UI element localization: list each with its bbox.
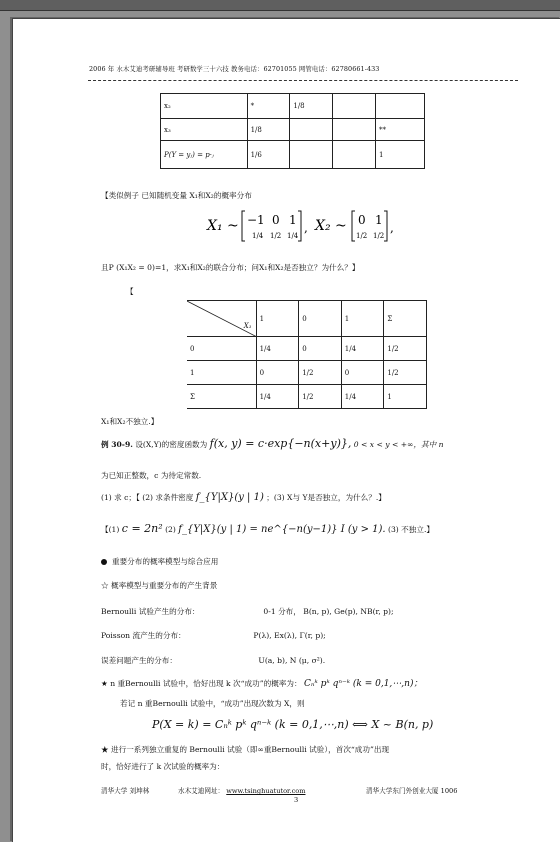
dist-line-right: U(a, b), N (μ, σ²). [258, 656, 326, 665]
row-label: Σ [187, 385, 256, 409]
star1-line1 [101, 676, 422, 689]
table-cell: 1/2 [384, 337, 427, 361]
example-label: 例 30-9. [101, 440, 133, 449]
table-cell: 1/4 [256, 337, 299, 361]
table-cell: 1/2 [384, 361, 427, 385]
section-heading [101, 556, 218, 567]
not-independent-text: X₁和X₂不独立.】 [101, 417, 159, 426]
header-cell: Σ [384, 301, 427, 337]
x2-bottom-1: 1/2 [373, 232, 385, 240]
x2-top-0: 0 [358, 213, 366, 227]
svg-text:,: , [304, 221, 308, 235]
example-line2: 为已知正整数，c 为待定常数. [101, 471, 202, 480]
binomial-formula: P(X = k) = Cₙᵏ pᵏ qⁿ⁻ᵏ (k = 0,1,⋯,n) ⟺ X ~ B(n, p) [152, 718, 434, 731]
table-cell: x₂ [161, 94, 248, 119]
table-cell [375, 94, 424, 119]
answer-part3: (3) 不独立.】 [388, 525, 434, 534]
x1-top-0: −1 [247, 213, 265, 227]
table-cell: 1/4 [256, 385, 299, 409]
example-line3-a: (1) 求 c；【 (2) 求条件密度 [101, 493, 194, 502]
page-number: 3 [294, 796, 299, 804]
table-cell: P(Y = yⱼ) = p·ⱼ [161, 141, 248, 169]
table-cell: 1/6 [247, 141, 290, 169]
example-title: 【类似例子 已知随机变量 X₁和X₂的概率分布 [101, 191, 252, 200]
answer-part2-label: (2) [165, 525, 176, 534]
range-text: 0 < x < y < +∞，其中 n [353, 440, 444, 449]
dist-line-left: 误差问题产生的分布： [101, 656, 177, 665]
table-cell: ** [375, 119, 424, 141]
density-formula: f(x, y) = c·exp{−n(x+y)}, [209, 437, 352, 450]
dist-line-left: Bernoulli 试验产生的分布： [101, 607, 200, 616]
table-cell: 0 [341, 361, 384, 385]
table-cell: 0 [299, 337, 342, 361]
dist-line-poisson [101, 630, 326, 641]
table-cell [333, 119, 376, 141]
distribution-formula [205, 205, 425, 245]
x2-top-1: 1 [375, 213, 383, 227]
joint-distribution-table-partial [160, 93, 425, 169]
answer-f: f_{Y|X}(y | 1) = ne^{−n(y−1)} I (y > 1). [178, 524, 386, 535]
footer-url-label: 水木艾迪网址： [178, 787, 225, 795]
star2-line2: 时，恰好进行了 k 次试验的概率为： [101, 762, 225, 771]
table-cell: 1/8 [247, 119, 290, 141]
x1-bottom-1: 1/2 [270, 232, 282, 240]
x1-bottom-0: 1/4 [252, 232, 264, 240]
dist-line-bernoulli [101, 606, 394, 617]
table-cell: x₃ [161, 119, 248, 141]
star1-text: ★ n 重Bernoulli 试验中，恰好出现 k 次“成功”的概率为： [101, 679, 302, 688]
header-cell: 1 [341, 301, 384, 337]
row-label: 1 [187, 361, 256, 385]
table-cell: 1/2 [299, 361, 342, 385]
row-label: 0 [187, 337, 256, 361]
footer-url-link[interactable]: www.tsinghuatutor.com [226, 787, 306, 795]
joint-distribution-table [187, 300, 427, 409]
bracket-open: 【 [126, 287, 134, 296]
table-cell: * [247, 94, 290, 119]
table-cell: 1/4 [341, 385, 384, 409]
table-cell [290, 119, 333, 141]
subheading: ☆ 概率模型与重要分布的产生背景 [101, 581, 218, 590]
header-cell: 0 [299, 301, 342, 337]
table-cell: 1 [375, 141, 424, 169]
table-cell: 1/2 [299, 385, 342, 409]
condition-text: 且P (X₁X₂ = 0)=1，求X₁和X₂的联合分布；问X₁和X₂是否独立？为什么？】 [101, 263, 360, 272]
table-cell [333, 94, 376, 119]
table-cell: 1/4 [341, 337, 384, 361]
bullet-icon [101, 559, 107, 565]
example-answer [101, 522, 434, 535]
dist-line-right: 0-1 分布， B(n, p), Ge(p), NB(r, p); [263, 607, 394, 616]
example-text: 设(X,Y)的密度函数为 [135, 440, 208, 449]
viewer-top-bar [0, 0, 560, 11]
dist-line-left: Poisson 流产生的分布： [101, 631, 186, 640]
x1-bottom-2: 1/4 [287, 232, 299, 240]
table-cell [333, 141, 376, 169]
svg-text:,: , [390, 221, 394, 235]
footer-right: 清华大学东门外创业大厦 1006 [366, 787, 458, 795]
table-cell [290, 141, 333, 169]
x2-label: X₂ ~ [315, 218, 347, 234]
header-cell: 1 [256, 301, 299, 337]
footer-mid [178, 785, 306, 795]
table-cell: 1/8 [290, 94, 333, 119]
corner-cell [187, 301, 256, 337]
dist-line-error [101, 655, 325, 666]
answer-c: c = 2n² [121, 522, 163, 535]
table-cell: 1 [384, 385, 427, 409]
x1-label: X₁ ~ [207, 218, 239, 234]
star1-formula: Cₙᵏ pᵏ qⁿ⁻ᵏ (k = 0,1,⋯,n)； [304, 679, 423, 689]
example-line3 [101, 492, 386, 503]
section-heading-text: 重要分布的概率模型与综合应用 [112, 557, 219, 566]
example-30-9 [101, 437, 444, 450]
footer-left: 清华大学 刘坤林 [101, 787, 150, 795]
star1-line2: 若记 n 重Bernoulli 试验中，“成功”出现次数为 X，则 [120, 699, 305, 708]
example-line3-b: ；(3) X与 Y是否独立，为什么？.】 [266, 493, 386, 502]
x1-top-2: 1 [289, 213, 297, 227]
header-rule [88, 80, 518, 81]
star2-line1: ★ 进行一系列独立重复的 Bernoulli 试验（即∞重Bernoulli 试验），首次“成功”出现 [101, 745, 390, 754]
conditional-density: f_{Y|X}(y | 1) [195, 492, 264, 503]
answer-part1-label: 【(1) [101, 525, 120, 534]
table-cell: 0 [256, 361, 299, 385]
x1-top-1: 0 [272, 213, 280, 227]
corner-label: X₁ [243, 322, 252, 330]
dist-line-right: P(λ), Ex(λ), Γ(r, p); [253, 631, 326, 640]
page-header: 2006 年 水木艾迪考研辅导班 考研数学三十六技 教务电话：62701055 网管电话：62780661-433 [89, 65, 380, 73]
x2-bottom-0: 1/2 [356, 232, 368, 240]
